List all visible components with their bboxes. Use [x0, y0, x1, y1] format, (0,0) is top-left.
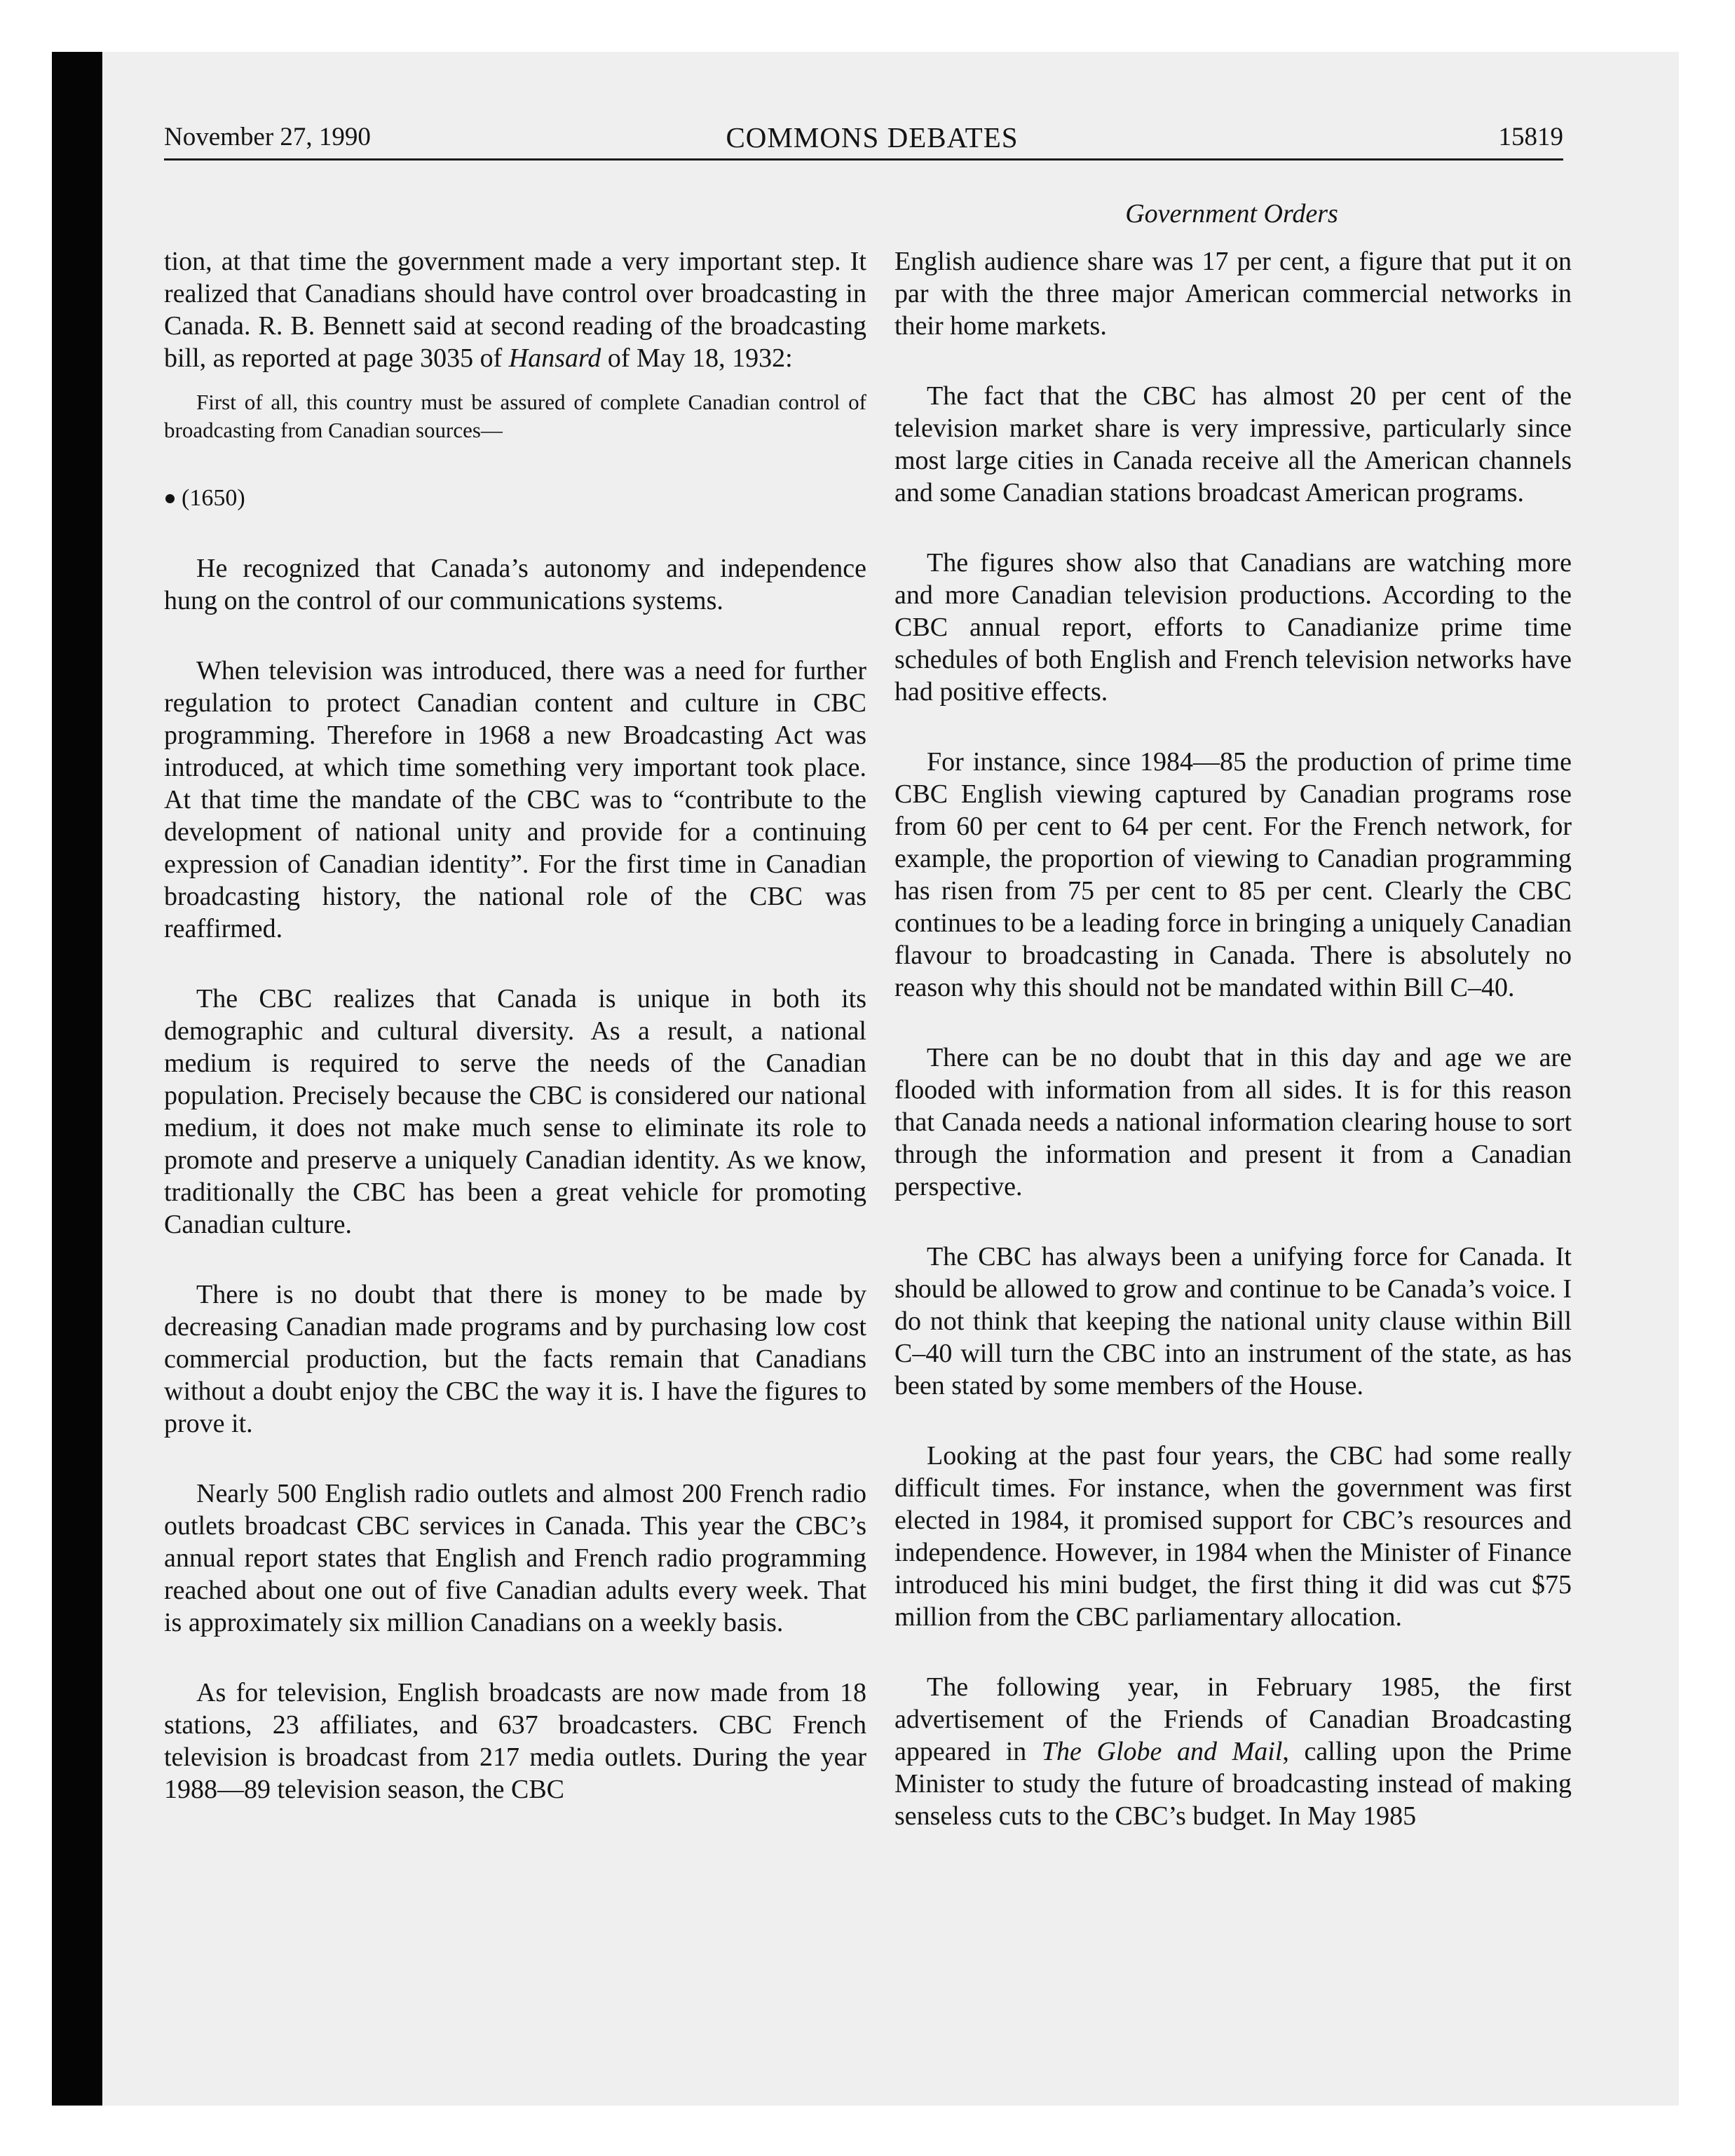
paragraph-text: , calling upon the Prime Minister to study the future of broadcasting instead of making senseless cuts to the CBC’s budget. In May 1985: [894, 1737, 1572, 1831]
paragraph: Looking at the past four years, the CBC had some really difficult times. For instance, when the government was first elected in 1984, it promised support for CBC’s resources and independence. However, in 1984 when the Minister of Finance introduced his mini budget, the first thing it did was cut $75 million from the CBC parliamentary allocation.: [894, 1441, 1572, 1632]
paragraph: He recognized that Canada’s autonomy and independence hung on the control of our communications systems.: [164, 554, 866, 615]
paragraph: [164, 245, 866, 374]
block-quote: First of all, this country must be assured of complete Canadian control of broadcasting from Canadian sources—: [164, 390, 866, 442]
header-date: November 27, 1990: [164, 123, 371, 151]
bullet-icon: [165, 494, 175, 503]
right-column: [894, 245, 1572, 1870]
binding-edge: [52, 52, 102, 2106]
paragraph: Nearly 500 English radio outlets and almost 200 French radio outlets broadcast CBC services in Canada. This year the CBC’s annual report states that English and French radio programming reached about one out of five Canadian adults every week. That is approximately six million Canadians on a weekly basis.: [164, 1479, 866, 1637]
paragraph: When television was introduced, there was a need for further regulation to protect Canadian content and culture in CBC programming. Therefore in 1968 a new Broadcasting Act was introduced, at which time something very important took place. At that time the mandate of the CBC was to “contribute to the development of national unity and provide for a continuing expression of Canadian identity”. For the first time in Canadian broadcasting history, the national role of the CBC was reaffirmed.: [164, 656, 866, 943]
italic-newspaper-title: The Globe and Mail: [1041, 1737, 1283, 1766]
paragraph-text: The following year, in February 1985, the first advertisement of the Friends of Canadian Broadcasting appeared in: [894, 1672, 1572, 1766]
left-column: [164, 245, 866, 1843]
time-marker-text: (1650): [182, 485, 245, 511]
italic-citation: Hansard: [508, 343, 601, 373]
page-number: 15819: [1498, 123, 1563, 151]
paragraph: There can be no doubt that in this day and age we are flooded with information from all sides. It is for this reason that Canada needs a national information clearing house to sort through the information and present it from a Canadian perspective.: [894, 1043, 1572, 1201]
paragraph-text: tion, at that time the government made a very important step. It realized that Canadians should have control over broadcasting in Canada. R. B. Bennett said at second reading of the broadcasting bill, as reported at page 3035 of: [164, 247, 866, 373]
paragraph: There is no doubt that there is money to be made by decreasing Canadian made programs and by purchasing low cost commercial production, but the facts remain that Canadians without a doubt enjoy the CBC the way it is. I have the figures to prove it.: [164, 1280, 866, 1438]
paragraph: English audience share was 17 per cent, a figure that put it on par with the three major American commercial networks in their home markets.: [894, 247, 1572, 341]
paragraph-text: of May 18, 1932:: [601, 343, 793, 373]
paragraph: The CBC has always been a unifying force for Canada. It should be allowed to grow and continue to be Canada’s voice. I do not think that keeping the national unity clause within Bill C–40 will turn the CBC into an instrument of the state, as has been stated by some members of the House.: [894, 1242, 1572, 1400]
paragraph: The CBC realizes that Canada is unique in both its demographic and cultural diversity. As a result, a national medium is required to serve the needs of the Canadian population. Precisely because the CBC is considered our national medium, it does not make much sense to eliminate its role to promote and preserve a uniquely Canadian identity. As we know, traditionally the CBC has been a great vehicle for promoting Canadian culture.: [164, 984, 866, 1239]
header-title: COMMONS DEBATES: [726, 121, 1019, 153]
time-marker: [164, 482, 866, 514]
paragraph: The fact that the CBC has almost 20 per cent of the television market share is very impressive, particularly since most large cities in Canada receive all the American channels and some Canadian stations broadcast American programs.: [894, 381, 1572, 507]
paragraph: The figures show also that Canadians are watching more and more Canadian television productions. According to the CBC annual report, efforts to Canadianize prime time schedules of both English and French television networks have had positive effects.: [894, 548, 1572, 707]
paragraph: As for television, English broadcasts are now made from 18 stations, 23 affiliates, and 637 broadcasters. CBC French television is broadcast from 217 media outlets. During the year 1988—89 television season, the CBC: [164, 1678, 866, 1804]
section-label: Government Orders: [1125, 199, 1338, 228]
paragraph: [894, 1671, 1572, 1832]
paragraph: For instance, since 1984—85 the production of prime time CBC English viewing captured by Canadian programs rose from 60 per cent to 64 per cent. For the French network, for example, the proportion of viewing to Canadian programming has risen from 75 per cent to 85 per cent. Clearly the CBC continues to be a leading force in bringing a uniquely Canadian flavour to broadcasting in Canada. There is absolutely no reason why this should not be mandated within Bill C–40.: [894, 747, 1572, 1002]
header-rule: [164, 158, 1563, 161]
